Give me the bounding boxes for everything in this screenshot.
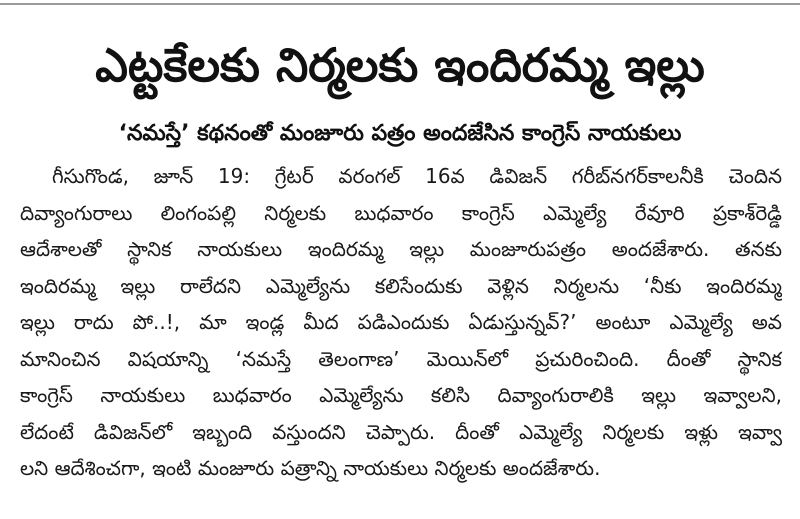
- article-headline: ఎట్టకేలకు నిర్మలకు ఇందిరమ్మ ఇల్లు: [95, 38, 705, 92]
- body-line: కాంగ్రెస్ నాయకులు బుధవారం ఎమ్మెల్యేను కలిసి దివ్యాంగురాలికి ఇల్లు ఇవ్వాలని,: [20, 383, 782, 407]
- body-line: దివ్యాంగురాలు లింగంపల్లి నిర్మలకు బుధవారం కాంగ్రెస్ ఎమ్మెల్యే రేవూరి ప్రకాశ్‌రెడ్డి: [20, 200, 782, 225]
- top-divider-rule: [0, 3, 800, 5]
- body-line: ఆదేశాలతో స్థానిక నాయకులు ఇందిరమ్మ ఇల్లు మంజూరుపత్రం అందజేశారు. తనకు: [20, 237, 782, 261]
- body-line: ఇల్లు రాదు పో..!, మా ఇండ్ల మీద పడిఎందుకు ఏడుస్తున్నవ్?’ అంటూ ఎమ్మెల్యే అవ: [20, 310, 782, 334]
- body-line: మానించిన విషయాన్ని ‘నమస్తే తెలంగాణ’ మెయిన్‌లో ప్రచురించింది. దీంతో స్థానిక: [20, 346, 782, 371]
- article-subheadline: ‘నమస్తే’ కథనంతో మంజూరు పత్రం అందజేసిన కాంగ్రెస్ నాయకులు: [118, 121, 682, 146]
- body-line: ఇందిరమ్మ ఇల్లు రాలేదని ఎమ్మెల్యేను కలిసేందుకు వెళ్లిన నిర్మలను ‘నీకు ఇందిరమ్మ: [20, 273, 782, 298]
- body-line: లని ఆదేశించగా, ఇంటి మంజూరు పత్రాన్ని నాయకులు నిర్మలకు అందజేశారు.: [20, 456, 601, 480]
- body-line: లేదంటే డివిజన్‌లో ఇబ్బంది వస్తుందని చెప్పారు. దీంతో ఎమ్మెల్యే నిర్మలకు ఇళ్లు ఇవ్వా: [20, 419, 782, 444]
- body-line: గీసుగొండ, జూన్ 19: గ్రేటర్ వరంగల్ 16వ డివిజన్ గరీబ్‌నగర్‌కాలనీకి చెందిన: [52, 164, 782, 188]
- article-body: [20, 158, 782, 487]
